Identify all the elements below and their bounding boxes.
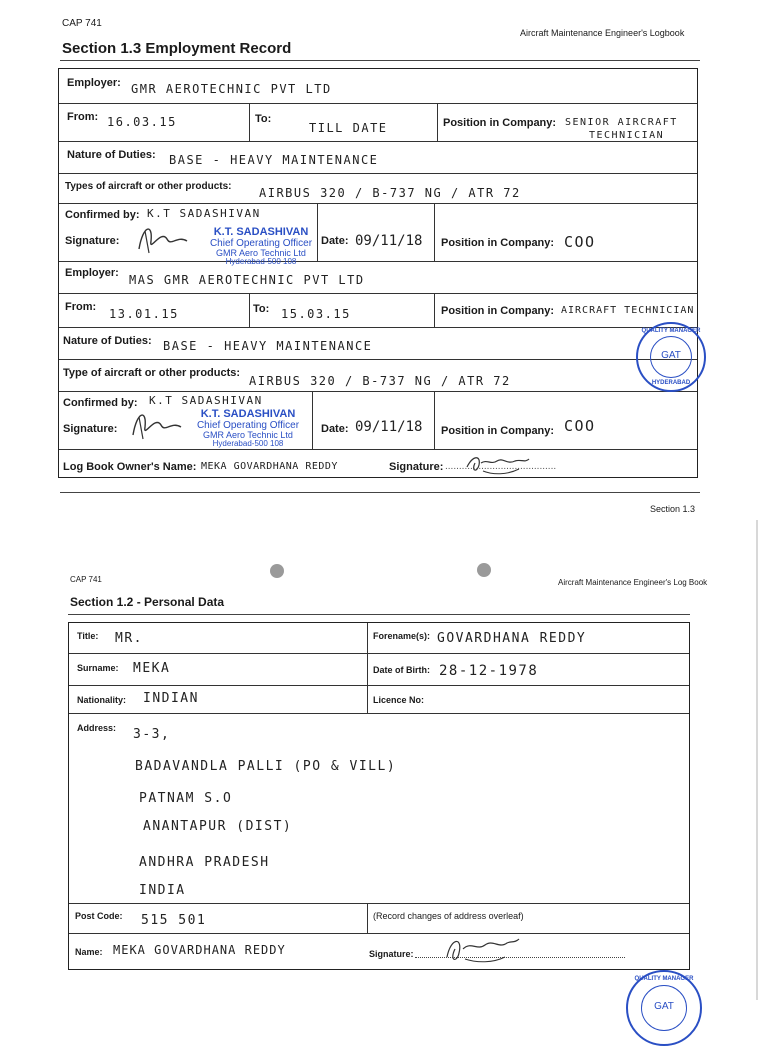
divider xyxy=(68,614,690,615)
section-title-personal: Section 1.2 - Personal Data xyxy=(70,595,225,609)
row-divider xyxy=(69,685,689,686)
row-divider xyxy=(69,933,689,934)
name-label: Name: xyxy=(75,947,103,957)
duties-value: BASE - HEAVY MAINTENANCE xyxy=(163,339,373,353)
handwritten-signature-icon xyxy=(125,405,185,445)
confirmed-label: Confirmed by: xyxy=(65,209,140,221)
row-divider xyxy=(59,173,697,174)
stamp-title: Chief Operating Officer xyxy=(209,237,313,249)
row-divider xyxy=(59,293,697,294)
employer-value: MAS GMR AEROTECHNIC PVT LTD xyxy=(129,273,365,287)
col-divider xyxy=(437,103,438,141)
divider xyxy=(60,492,700,493)
section-footer: Section 1.3 xyxy=(650,504,696,514)
row-divider xyxy=(69,713,689,714)
date-value: 09/11/18 xyxy=(355,419,423,435)
employer-value: GMR AEROTECHNIC PVT LTD xyxy=(131,82,332,96)
col-divider xyxy=(367,903,368,933)
row-divider xyxy=(59,103,697,104)
employment-record-form xyxy=(58,68,698,478)
to-label: To: xyxy=(253,303,270,315)
handwritten-signature-icon xyxy=(131,219,191,259)
postcode-value: 515 501 xyxy=(141,913,207,928)
handwritten-signature-icon xyxy=(463,451,533,477)
stamp-company: GMR Aero Technic Ltd xyxy=(203,430,293,441)
quality-manager-stamp xyxy=(636,322,706,392)
confirmed-label: Confirmed by: xyxy=(63,397,138,409)
row-divider xyxy=(59,141,697,142)
stamp-center-text: GAT xyxy=(661,350,681,361)
address-line-5: ANDHRA PRADESH xyxy=(139,855,270,870)
col-divider xyxy=(367,623,368,713)
row-divider xyxy=(59,327,697,328)
employer-label: Employer: xyxy=(65,267,119,279)
personal-data-form xyxy=(68,622,690,970)
position-label: Position in Company: xyxy=(443,117,557,129)
owner-signature-label: Signature: xyxy=(389,461,444,473)
postcode-label: Post Code: xyxy=(75,911,123,921)
address-label: Address: xyxy=(77,723,117,733)
from-label: From: xyxy=(65,301,97,313)
surname-value: MEKA xyxy=(133,661,171,676)
to-value: 15.03.15 xyxy=(281,307,351,321)
confirmed-value: K.T SADASHIVAN xyxy=(147,207,261,220)
forenames-value: GOVARDHANA REDDY xyxy=(437,631,587,646)
duties-label: Nature of Duties: xyxy=(67,149,156,161)
signature-label: Signature: xyxy=(369,949,414,959)
stamp-name: K.T. SADASHIVAN xyxy=(213,226,309,238)
types-label: Type of aircraft or other products: xyxy=(63,367,241,379)
nationality-value: INDIAN xyxy=(143,691,199,706)
divider xyxy=(60,60,700,61)
position-value-line2: TECHNICIAN xyxy=(589,130,665,141)
row-divider xyxy=(59,449,697,450)
stamp-city: Hyderabad-500 108 xyxy=(212,439,284,449)
stamp-bottom-text: HYDERABAD xyxy=(651,380,691,386)
signature-label: Signature: xyxy=(63,423,118,435)
date-label: Date: xyxy=(321,235,349,247)
binder-hole-icon xyxy=(477,563,491,577)
section-title-employment: Section 1.3 Employment Record xyxy=(62,40,292,57)
owner-name-label: Log Book Owner's Name: xyxy=(63,461,197,473)
duties-label: Nature of Duties: xyxy=(63,335,152,347)
from-value: 13.01.15 xyxy=(109,307,179,321)
surname-label: Surname: xyxy=(77,663,119,673)
logbook-title: Aircraft Maintenance Engineer's Log Book xyxy=(558,578,708,587)
licence-label: Licence No: xyxy=(373,695,425,705)
row-divider xyxy=(59,391,697,392)
name-value: MEKA GOVARDHANA REDDY xyxy=(113,943,286,957)
stamp-center-text: GAT xyxy=(654,1001,674,1012)
row-divider xyxy=(69,903,689,904)
stamp-top-text: QUALITY MANAGER xyxy=(641,328,701,334)
confirm-position-label: Position in Company: xyxy=(441,425,555,437)
to-label: To: xyxy=(255,113,272,125)
from-value: 16.03.15 xyxy=(107,115,177,129)
cap-number: CAP 741 xyxy=(70,575,102,584)
confirmed-value: K.T SADASHIVAN xyxy=(149,394,263,407)
position-value: SENIOR AIRCRAFT xyxy=(565,117,678,128)
cap-number: CAP 741 xyxy=(62,18,102,29)
forenames-label: Forename(s): xyxy=(373,631,431,641)
address-line-1: 3-3, xyxy=(133,727,171,742)
stamp-name: K.T. SADASHIVAN xyxy=(200,408,296,420)
stamp-company: GMR Aero Technic Ltd xyxy=(216,248,306,259)
stamp-top-text: QUALITY MANAGER xyxy=(634,976,694,982)
signature-label: Signature: xyxy=(65,235,120,247)
confirm-position-value: COO xyxy=(564,233,596,251)
col-divider xyxy=(434,391,435,449)
nationality-label: Nationality: xyxy=(77,695,127,705)
employer-label: Employer: xyxy=(67,77,121,89)
binder-hole-icon xyxy=(270,564,284,578)
to-value: TILL DATE xyxy=(309,121,388,135)
title-value: MR. xyxy=(115,631,143,646)
date-value: 09/11/18 xyxy=(355,233,423,249)
confirm-position-label: Position in Company: xyxy=(441,237,555,249)
col-divider xyxy=(249,293,250,327)
dob-label: Date of Birth: xyxy=(373,665,430,675)
duties-value: BASE - HEAVY MAINTENANCE xyxy=(169,153,379,167)
owner-name-value: MEKA GOVARDHANA REDDY xyxy=(201,461,338,472)
handwritten-signature-icon xyxy=(441,931,521,967)
col-divider xyxy=(312,391,313,449)
address-line-3: PATNAM S.O xyxy=(139,791,233,806)
address-line-2: BADAVANDLA PALLI (PO & VILL) xyxy=(135,759,397,774)
dob-value: 28-12-1978 xyxy=(439,663,539,679)
stamp-title: Chief Operating Officer xyxy=(196,419,300,431)
address-line-4: ANANTAPUR (DIST) xyxy=(143,819,293,834)
types-label: Types of aircraft or other products: xyxy=(65,181,232,192)
page-edge xyxy=(756,520,758,1000)
address-note: (Record changes of address overleaf) xyxy=(373,911,524,921)
row-divider xyxy=(59,359,697,360)
address-line-6: INDIA xyxy=(139,883,186,898)
date-label: Date: xyxy=(321,423,349,435)
col-divider xyxy=(434,293,435,327)
row-divider xyxy=(59,261,697,262)
position-value: AIRCRAFT TECHNICIAN xyxy=(561,305,695,316)
stamp-city: Hyderabad-500 108 xyxy=(225,257,297,267)
row-divider xyxy=(59,203,697,204)
quality-manager-stamp xyxy=(626,970,702,1046)
row-divider xyxy=(69,653,689,654)
types-value: AIRBUS 320 / B-737 NG / ATR 72 xyxy=(249,374,511,388)
logbook-title: Aircraft Maintenance Engineer's Logbook xyxy=(520,28,685,38)
col-divider xyxy=(249,103,250,141)
confirm-position-value: COO xyxy=(564,417,596,435)
owner-signature-dots: ........................................ xyxy=(445,461,557,472)
from-label: From: xyxy=(67,111,99,123)
types-value: AIRBUS 320 / B-737 NG / ATR 72 xyxy=(259,186,521,200)
title-label: Title: xyxy=(77,631,99,641)
position-label: Position in Company: xyxy=(441,305,555,317)
col-divider xyxy=(434,203,435,261)
